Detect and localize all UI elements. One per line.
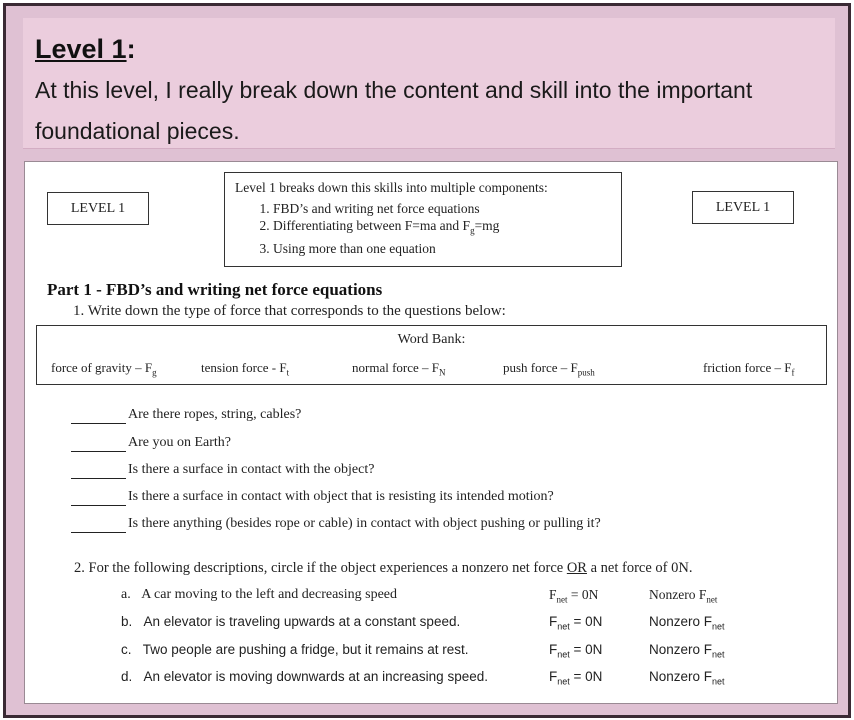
word-bank-item [201, 360, 289, 378]
component-item: 3. Using more than one equation [273, 240, 611, 257]
components-intro: Level 1 breaks down this skills into multiple components: [235, 180, 548, 195]
description-row [121, 587, 397, 603]
q2-after: a net force of 0N. [586, 560, 693, 576]
description-row [121, 642, 468, 657]
answer-blank[interactable] [71, 489, 126, 506]
level-colon: : [126, 34, 136, 64]
description-letter: c. [121, 642, 132, 657]
blank-question-row [71, 407, 301, 424]
option-zero-net[interactable]: $F_{net} = 0N$ [549, 614, 603, 632]
word-bank-sub: N [439, 367, 446, 378]
blank-question-text: Is there anything (besides rope or cable) in contact with object pushing or pulling it? [128, 516, 601, 531]
word-bank-item [352, 360, 446, 378]
component-item: 1. FBD’s and writing net force equations [273, 200, 611, 217]
component-item-2-text: Differentiating between F=ma and F [273, 218, 471, 233]
description-text: An elevator is moving downwards at an increasing speed. [143, 669, 488, 684]
description-letter: b. [121, 614, 133, 629]
word-bank-sub: push [577, 367, 595, 378]
level-word: Level 1 [35, 34, 127, 64]
blank-question-row [71, 435, 231, 452]
description-row [121, 614, 460, 629]
component-item-2-tail: =mg [474, 218, 500, 233]
option-zero-net[interactable]: $F_{net} = 0N$ [549, 642, 603, 660]
answer-blank[interactable] [71, 407, 126, 424]
description-text: A car moving to the left and decreasing speed [141, 587, 398, 602]
level-description: At this level, I really break down the content and skill into the important foundational pieces. [35, 77, 753, 144]
option-zero-net[interactable]: $F_{net} = 0N$ [549, 669, 603, 687]
word-bank-sub: f [791, 367, 795, 378]
blank-question-row [71, 489, 554, 506]
word-bank-text: normal force – F [352, 360, 440, 375]
part-1-title: Part 1 - FBD’s and writing net force equations [47, 280, 383, 299]
description-letter: a. [121, 587, 131, 602]
component-item [273, 217, 611, 240]
components-box [224, 172, 622, 267]
description-text: Two people are pushing a fridge, but it remains at rest. [142, 642, 469, 657]
word-bank-item [51, 360, 157, 378]
word-bank-text: tension force - F [201, 360, 287, 375]
blank-question-row [71, 462, 374, 479]
level-box-right: LEVEL 1 [692, 191, 794, 224]
word-bank-text: force of gravity – F [51, 360, 153, 375]
page-frame [3, 3, 851, 718]
blank-question-text: Is there a surface in contact with object that is resisting its intended motion? [128, 489, 554, 504]
question-1-prompt: 1. Write down the type of force that corresponds to the questions below: [73, 303, 506, 319]
word-bank-title: Word Bank: [397, 332, 466, 347]
answer-blank[interactable] [71, 435, 126, 452]
level-box-left: LEVEL 1 [47, 192, 149, 225]
word-bank-item [503, 360, 595, 378]
blank-question-text: Is there a surface in contact with the object? [128, 462, 375, 477]
description-letter: d. [121, 669, 133, 684]
blank-question-text: Are you on Earth? [128, 435, 232, 450]
answer-blank[interactable] [71, 516, 126, 533]
q2-before: 2. For the following descriptions, circle if the object experiences a nonzero net force [74, 560, 567, 576]
word-bank-item [703, 360, 794, 378]
description-row [121, 669, 488, 684]
word-bank-text: friction force – F [703, 360, 792, 375]
word-bank-sub: g [152, 367, 157, 378]
option-zero-net[interactable]: $F_{net} = 0N$ [549, 587, 599, 605]
word-bank-text: push force – F [503, 360, 578, 375]
blank-question-row [71, 516, 601, 533]
q2-or: OR [566, 560, 587, 576]
word-bank-box [36, 325, 827, 385]
component-item-2-sub: g [470, 225, 475, 236]
option-nonzero-net[interactable]: Nonzero $F_{net}$ [649, 642, 725, 660]
word-bank-sub: t [286, 367, 290, 378]
option-nonzero-net[interactable]: Nonzero $F_{net}$ [649, 669, 725, 687]
option-nonzero-net[interactable]: Nonzero $F_{net}$ [649, 614, 725, 632]
question-2-prompt [74, 560, 692, 577]
worksheet-image [24, 161, 838, 704]
answer-blank[interactable] [71, 462, 126, 479]
description-text: An elevator is traveling upwards at a constant speed. [143, 614, 461, 629]
level-title [35, 34, 136, 65]
header-banner [23, 18, 835, 149]
blank-question-text: Are there ropes, string, cables? [128, 407, 302, 422]
option-nonzero-net[interactable]: Nonzero $F_{net}$ [649, 587, 718, 605]
